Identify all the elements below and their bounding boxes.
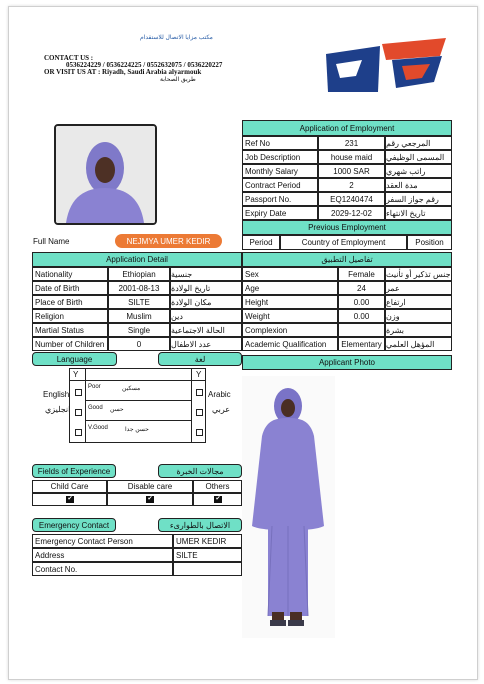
employment-label: Contract Period — [242, 178, 318, 192]
application-detail-header: Application Detail — [32, 252, 242, 267]
language-grid-line — [85, 420, 192, 421]
contact-label: CONTACT US : — [44, 54, 94, 62]
english-vgood-checkbox[interactable] — [75, 429, 82, 436]
detail-label: Number of Children — [32, 337, 108, 351]
app-detail-arabic-label: وزن — [385, 309, 452, 323]
emergency-label: Contact No. — [32, 562, 173, 576]
experience-header: Fields of Experience — [32, 464, 116, 478]
experience-header-arabic: مجالات الخبرة — [158, 464, 242, 478]
app-detail-value: 24 — [338, 281, 385, 295]
level-poor-ar: مسكين — [122, 386, 141, 392]
company-logo — [322, 34, 448, 94]
app-detail-arabic-label: ارتفاع — [385, 295, 452, 309]
employment-label: Passport No. — [242, 192, 318, 206]
app-detail-arabic-label: بشرة — [385, 323, 452, 337]
emergency-value: UMER KEDIR — [173, 534, 242, 548]
detail-value: 0 — [108, 337, 170, 351]
level-vgood: V.Good — [88, 425, 108, 431]
detail-value: Ethiopian — [108, 267, 170, 281]
employment-arabic-label: راتب شهري — [385, 164, 452, 178]
language-grid-line — [85, 400, 192, 401]
employment-arabic-label: مدة العقد — [385, 178, 452, 192]
header — [30, 30, 454, 96]
app-detail-label: Academic Qualification — [242, 337, 338, 351]
level-good: Good — [88, 405, 103, 411]
language-arabic-arabic-label: عربي — [212, 405, 231, 414]
employment-arabic-label: المرجعي رقم — [385, 136, 452, 150]
employment-label: Job Description — [242, 150, 318, 164]
applicant-full-photo — [242, 376, 335, 638]
portrait-photo — [54, 124, 157, 225]
employment-value: 1000 SAR — [318, 164, 385, 178]
emergency-label: Address — [32, 548, 173, 562]
app-detail-value: Female — [338, 267, 385, 281]
detail-value: Muslim — [108, 309, 170, 323]
emergency-value: SILTE — [173, 548, 242, 562]
visit-address: OR VISIT US AT : Riyadh, Saudi Arabia alyarmouk — [44, 68, 202, 76]
disable-care-checkmark[interactable]: ✔ — [147, 496, 153, 502]
language-grid-line — [69, 380, 206, 381]
detail-arabic-label: الحالة الاجتماعية — [170, 323, 242, 337]
app-details-arabic-header: تفاصيل التطبيق — [242, 252, 452, 267]
detail-arabic-label: مكان الولادة — [170, 295, 242, 309]
emergency-header-arabic: الاتصال بالطوارىء — [158, 518, 242, 532]
app-detail-label: Height — [242, 295, 338, 309]
detail-arabic-label: تاريخ الولادة — [170, 281, 242, 295]
app-detail-value: 0.00 — [338, 295, 385, 309]
arabic-good-checkbox[interactable] — [196, 409, 203, 416]
employment-value: 2 — [318, 178, 385, 192]
prev-position-col: Position — [407, 235, 452, 250]
employment-arabic-label: المسمى الوظيفي — [385, 150, 452, 164]
detail-value: 2001-08-13 — [108, 281, 170, 295]
language-grid-line — [85, 368, 86, 443]
employment-arabic-label: تاريخ الانتهاء — [385, 206, 452, 220]
app-detail-label: Age — [242, 281, 338, 295]
experience-child-care: Child Care — [32, 480, 107, 493]
arabic-vgood-checkbox[interactable] — [196, 429, 203, 436]
language-arabic-label: Arabic — [208, 390, 231, 399]
others-checkmark[interactable]: ✔ — [215, 496, 221, 502]
employment-label: Expiry Date — [242, 206, 318, 220]
prev-country-col: Country of Employment — [280, 235, 407, 250]
experience-others: Others — [193, 480, 242, 493]
arabic-address: طريق الصحابة — [160, 77, 196, 83]
employment-value: EQ1240474 — [318, 192, 385, 206]
previous-employment-header: Previous Employment — [242, 220, 452, 235]
prev-period-col: Period — [242, 235, 280, 250]
language-grid-line — [191, 368, 192, 443]
detail-arabic-label: دين — [170, 309, 242, 323]
emergency-label: Emergency Contact Person — [32, 534, 173, 548]
detail-arabic-label: جنسية — [170, 267, 242, 281]
child-care-checkmark[interactable]: ✔ — [67, 496, 73, 502]
applicant-photo-header: Applicant Photo — [242, 355, 452, 370]
language-header: Language — [32, 352, 117, 366]
experience-disable-care: Disable care — [107, 480, 193, 493]
detail-label: Place of Birth — [32, 295, 108, 309]
english-good-checkbox[interactable] — [75, 409, 82, 416]
emergency-header: Emergency Contact — [32, 518, 116, 532]
app-detail-value — [338, 323, 385, 337]
level-poor: Poor — [88, 384, 101, 390]
app-detail-value: Elementary — [338, 337, 385, 351]
phone-numbers: 0536224229 / 0536224225 / 0552632075 / 0536220227 — [66, 61, 223, 69]
level-good-ar: حسن — [110, 407, 124, 413]
app-detail-arabic-label: المؤهل العلمي — [385, 337, 452, 351]
employment-value: 2029-12-02 — [318, 206, 385, 220]
app-detail-label: Sex — [242, 267, 338, 281]
app-detail-arabic-label: جنس تذكير أو تأنيث — [385, 267, 452, 281]
detail-value: SILTE — [108, 295, 170, 309]
language-english-arabic-label: انجليزي — [45, 405, 71, 414]
detail-label: Nationality — [32, 267, 108, 281]
language-y-right: Y — [196, 370, 202, 379]
language-y-left: Y — [73, 370, 79, 379]
full-body-figure — [242, 376, 335, 638]
app-detail-label: Complexion — [242, 323, 338, 337]
detail-label: Religion — [32, 309, 108, 323]
emergency-value — [173, 562, 242, 576]
app-detail-arabic-label: عمر — [385, 281, 452, 295]
level-vgood-ar: حسن جدا — [125, 427, 149, 433]
employment-header: Application of Employment — [242, 120, 452, 136]
detail-label: Martial Status — [32, 323, 108, 337]
employment-label: Ref No — [242, 136, 318, 150]
detail-value: Single — [108, 323, 170, 337]
language-english-label: English — [43, 390, 70, 399]
english-poor-checkbox[interactable] — [75, 389, 82, 396]
employment-label: Monthly Salary — [242, 164, 318, 178]
language-header-arabic: لغة — [158, 352, 242, 366]
employment-value: 231 — [318, 136, 385, 150]
arabic-poor-checkbox[interactable] — [196, 389, 203, 396]
header-arabic-title: مكتب مزايا الاتصال للاستقدام — [140, 35, 213, 41]
portrait-figure — [56, 126, 155, 223]
app-detail-value: 0.00 — [338, 309, 385, 323]
employment-arabic-label: رقم جواز السفر — [385, 192, 452, 206]
detail-label: Date of Birth — [32, 281, 108, 295]
employment-value: house maid — [318, 150, 385, 164]
app-detail-label: Weight — [242, 309, 338, 323]
full-name-label: Full Name — [33, 237, 70, 246]
full-name-badge: NEJMYA UMER KEDIR — [115, 234, 222, 248]
detail-arabic-label: عدد الاطفال — [170, 337, 242, 351]
